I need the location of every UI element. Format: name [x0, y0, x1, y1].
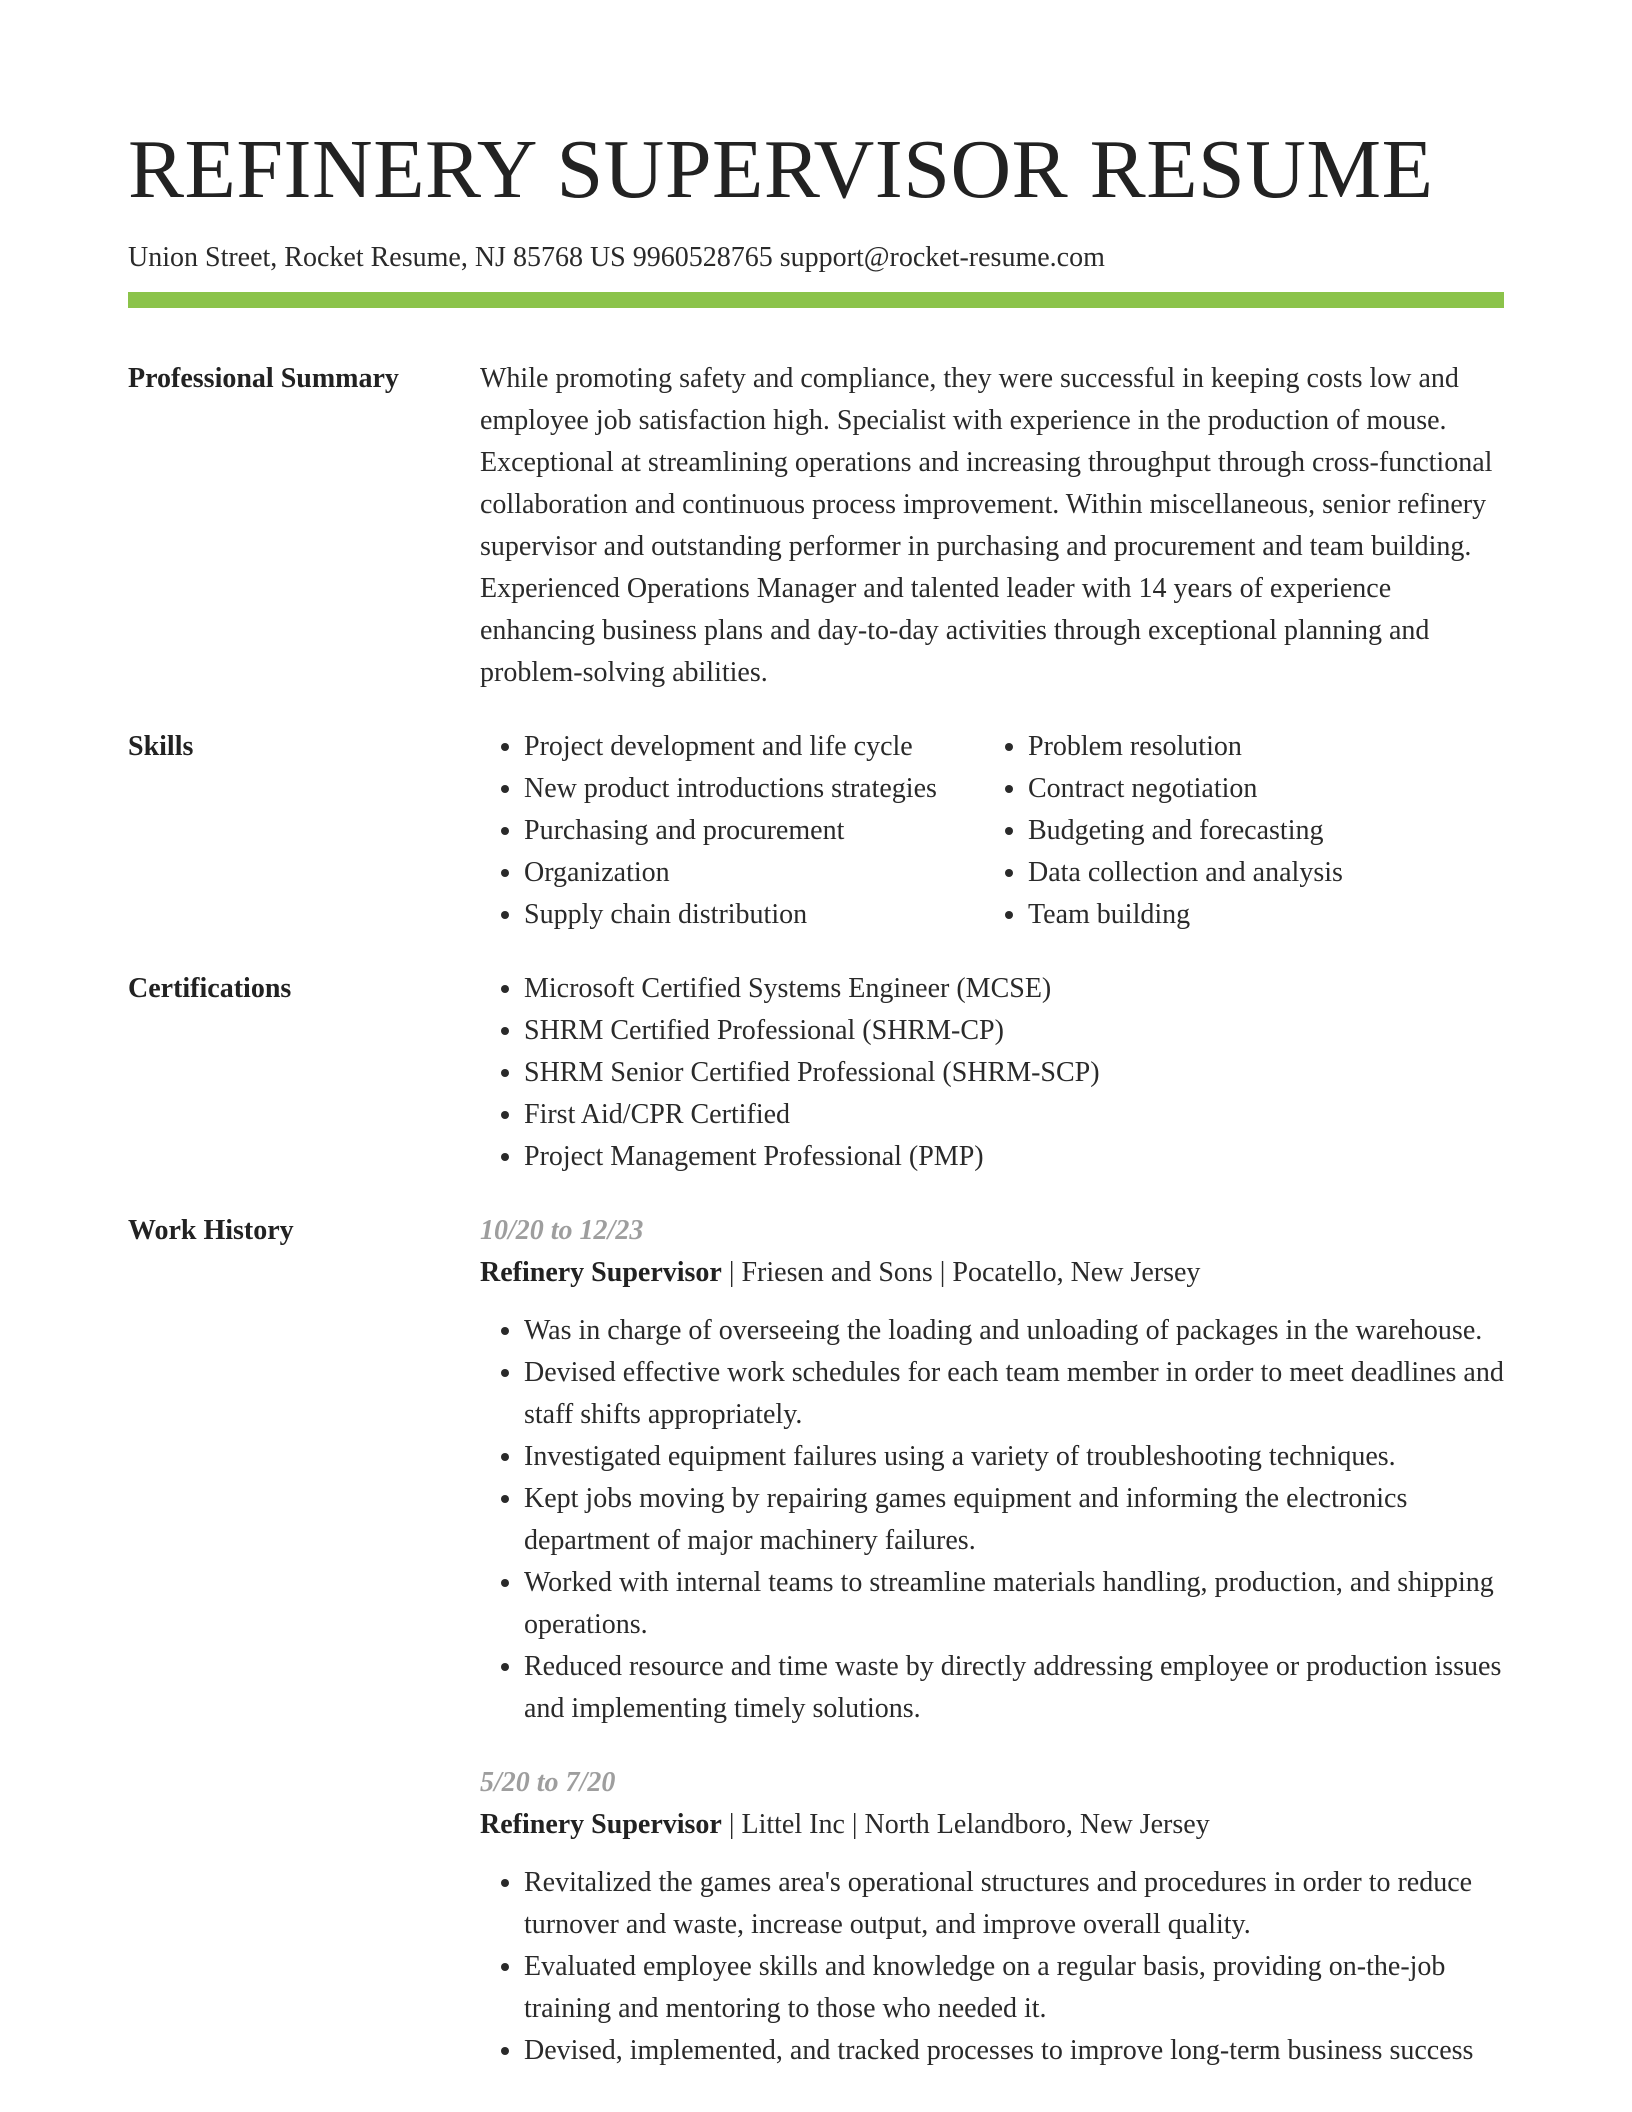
job-title: Refinery Supervisor	[480, 1257, 722, 1288]
certification-item: • SHRM Senior Certified Professional (SHRM-SCP)	[524, 1052, 1504, 1094]
section-label-summary: Professional Summary	[128, 363, 399, 394]
job-bullet: • Evaluated employee skills and knowledge on a regular basis, providing on-the-job training and mentoring to those who needed it.	[524, 1946, 1504, 2030]
job-title-line	[480, 1804, 1504, 1846]
skill-item: • New product introductions strategies	[524, 768, 984, 810]
skill-item: • Data collection and analysis	[1028, 852, 1488, 894]
job-entry	[480, 1762, 1504, 2072]
certifications-list	[480, 968, 1504, 1178]
certification-item: • Microsoft Certified Systems Engineer (MCSE)	[524, 968, 1504, 1010]
job-title-line	[480, 1252, 1504, 1294]
work-history-section	[128, 1210, 1504, 2072]
job-title: Refinery Supervisor	[480, 1809, 722, 1840]
resume-page	[128, 0, 1504, 2072]
job-bullet: • Kept jobs moving by repairing games equipment and informing the electronics department of major machinery failures.	[524, 1478, 1504, 1562]
section-label-certifications: Certifications	[128, 973, 292, 1004]
job-entry	[480, 1210, 1504, 1730]
skill-item: • Contract negotiation	[1028, 768, 1488, 810]
skill-item: • Problem resolution	[1028, 726, 1488, 768]
job-bullets	[480, 1310, 1504, 1730]
skill-item: • Team building	[1028, 894, 1488, 936]
job-bullet: • Investigated equipment failures using a variety of troubleshooting techniques.	[524, 1436, 1504, 1478]
job-dates: 5/20 to 7/20	[480, 1767, 616, 1798]
work-history-body	[480, 1210, 1504, 2072]
job-bullet: • Worked with internal teams to streamline materials handling, production, and shipping operations.	[524, 1562, 1504, 1646]
skill-item: • Budgeting and forecasting	[1028, 810, 1488, 852]
job-bullet: • Revitalized the games area's operational structures and procedures in order to reduce turnover and waste, increase output, and improve overall quality.	[524, 1862, 1504, 1946]
section-label-work-history: Work History	[128, 1215, 294, 1246]
summary-text: While promoting safety and compliance, they were successful in keeping costs low and employee job satisfaction high. Specialist with experience in the production of mouse. Exceptional at streamlining operations and increasing throughput through cross-functional collaboration and continuous process improvement. Within miscellaneous, senior refinery supervisor and outstanding performer in purchasing and procurement and team building. Experienced Operations Manager and talented leader with 14 years of experience enhancing business plans and day-to-day activities through exceptional planning and problem-solving abilities.	[480, 363, 1493, 688]
job-bullets	[480, 1862, 1504, 2072]
certifications-section	[128, 968, 1504, 1178]
skills-list-left	[480, 726, 984, 936]
skill-item: • Purchasing and procurement	[524, 810, 984, 852]
job-bullet: • Devised, implemented, and tracked processes to improve long-term business success	[524, 2030, 1504, 2072]
job-bullet: • Reduced resource and time waste by directly addressing employee or production issues and implementing timely solutions.	[524, 1646, 1504, 1730]
skill-item: • Organization	[524, 852, 984, 894]
certification-item: • SHRM Certified Professional (SHRM-CP)	[524, 1010, 1504, 1052]
job-bullet: • Devised effective work schedules for each team member in order to meet deadlines and staff shifts appropriately.	[524, 1352, 1504, 1436]
contact-line: Union Street, Rocket Resume, NJ 85768 US 9960528765 support@rocket-resume.com	[128, 242, 1105, 273]
skills-section	[128, 726, 1504, 936]
skill-item: • Supply chain distribution	[524, 894, 984, 936]
section-label-skills: Skills	[128, 731, 194, 762]
job-details: | Littel Inc | North Lelandboro, New Jersey	[721, 1809, 1210, 1840]
resume-title: REFINERY SUPERVISOR RESUME	[128, 123, 1434, 216]
certifications-body	[480, 968, 1504, 1178]
certification-item: • Project Management Professional (PMP)	[524, 1136, 1504, 1178]
certification-item: • First Aid/CPR Certified	[524, 1094, 1504, 1136]
skills-columns	[480, 726, 1504, 936]
job-details: | Friesen and Sons | Pocatello, New Jersey	[721, 1257, 1201, 1288]
professional-summary-section	[128, 358, 1504, 694]
skill-item: • Project development and life cycle	[524, 726, 984, 768]
job-bullet: • Was in charge of overseeing the loading and unloading of packages in the warehouse.	[524, 1310, 1504, 1352]
header-divider	[128, 292, 1504, 308]
job-dates: 10/20 to 12/23	[480, 1215, 644, 1246]
skills-list-right	[984, 726, 1488, 936]
